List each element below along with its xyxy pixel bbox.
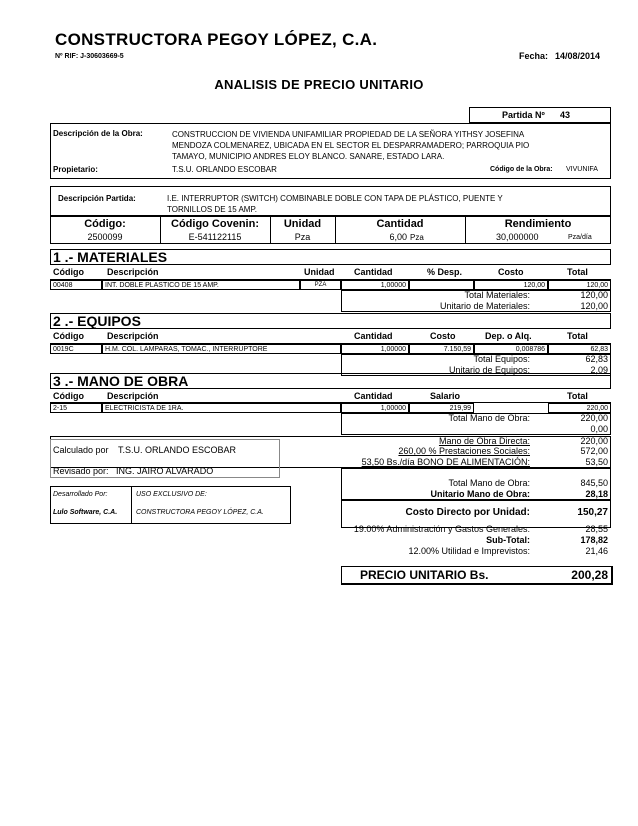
admin-value: 28,55: [585, 524, 608, 534]
company-rif: Nº RIF: J-30603669-5: [55, 53, 124, 60]
obra-desc-line: CONSTRUCCION DE VIVIENDA UNIFAMILIAR PROPIEDAD DE LA SEÑORA YITHSY JOSEFINA: [172, 130, 525, 139]
col-cantidad: Cantidad: [354, 267, 393, 277]
total-materiales-label: Total Materiales:: [464, 290, 530, 300]
total-mano-obra: 220,00: [580, 413, 608, 423]
mano-obra-directa-label: Mano de Obra Directa:: [438, 436, 530, 446]
precio-unitario-value: 200,28: [571, 568, 608, 582]
partida-desc-line: TORNILLOS DE 15 AMP.: [167, 205, 257, 214]
mat-row-unidad: PZA: [300, 280, 341, 290]
mat-row-total: 120,00: [548, 280, 611, 290]
date-value: 14/08/2014: [555, 51, 601, 61]
partida-label: Partida Nº: [502, 110, 545, 120]
total-equipos-label: Total Equipos:: [473, 354, 530, 364]
subtotal-label: Sub-Total:: [486, 535, 530, 545]
mat-row-costo: 120,00: [474, 280, 548, 290]
mo-row-cantidad: 1,00000: [341, 403, 409, 413]
unitario-mano-obra-label: Unitario Mano de Obra:: [430, 489, 530, 499]
total-materiales: 120,00: [580, 290, 608, 300]
precio-unitario-label: PRECIO UNITARIO Bs.: [360, 568, 489, 582]
obra-desc-line: TAMAYO, MUNICIPIO ANDRES ELOY BLANCO. SANARE, ESTADO LARA.: [172, 152, 445, 161]
lulo-software: Lulo Software, C.A.: [53, 509, 118, 516]
desarrollado-label: Desarrollado Por:: [53, 491, 108, 498]
unitario-equipos: 2,09: [590, 365, 608, 375]
partida-desc-line: I.E. INTERRUPTOR (SWITCH) COMBINABLE DOBLE CON TAPA DE PLÁSTICO, PUENTE Y: [167, 194, 503, 203]
codigo-obra-value: VIVUNIFA: [566, 166, 598, 173]
total-mano-obra-2-label: Total Mano de Obra:: [448, 478, 530, 488]
total-mano-obra-2: 845,50: [580, 478, 608, 488]
col-cantidad: Cantidad: [354, 331, 393, 341]
mano-obra-extra: 0,00: [590, 424, 608, 434]
equipos-title: 2 .- EQUIPOS: [53, 313, 141, 329]
codigo-obra-label: Código de la Obra:: [490, 166, 553, 173]
rendimiento-unit: Pza/día: [568, 234, 592, 241]
mo-row-salario: 219,99: [409, 403, 474, 413]
mat-row-cantidad: 1,00000: [341, 280, 409, 290]
costo-directo-label: Costo Directo por Unidad:: [405, 507, 530, 518]
col-costo: Costo: [430, 331, 456, 341]
col-unidad: Unidad: [304, 267, 335, 277]
subtotal-value: 178,82: [580, 535, 608, 545]
col-costo: Costo: [498, 267, 524, 277]
codigo-label: Código:: [84, 218, 126, 230]
page-title: ANALISIS DE PRECIO UNITARIO: [214, 77, 424, 92]
mano-obra-directa: 220,00: [580, 436, 608, 446]
col-total: Total: [567, 331, 588, 341]
partida-desc: [167, 193, 503, 215]
partida-desc-label: Descripción Partida:: [58, 194, 136, 203]
calculado-value: T.S.U. ORLANDO ESCOBAR: [118, 445, 237, 455]
bono-value: 53,50: [585, 457, 608, 467]
covenin-value: E-541122115: [188, 232, 242, 242]
admin-label: 19.00% Administración y Gastos Generales:: [353, 524, 530, 534]
mat-row-codigo: 00408: [50, 280, 102, 290]
propietario-value: T.S.U. ORLANDO ESCOBAR: [172, 165, 277, 174]
cantidad-label: Cantidad: [376, 218, 424, 230]
unidad-label: Unidad: [283, 218, 322, 230]
eq-row-descripcion: H.M. COL. LAMPARAS, TOMAC., INTERRUPTORE: [102, 344, 341, 354]
mo-row-descripcion: ELECTRICISTA DE 1RA.: [102, 403, 341, 413]
mo-row-codigo: 2-15: [50, 403, 102, 413]
col-codigo: Código: [53, 331, 84, 341]
mo-row-total: 220,00: [548, 403, 611, 413]
bono-label: 53,50 Bs./día BONO DE ALIMENTACIÓN:: [361, 457, 530, 467]
date-label: Fecha:: [519, 51, 549, 61]
col-codigo: Código: [53, 267, 84, 277]
prestaciones-value: 572,00: [580, 446, 608, 456]
col-total: Total: [567, 391, 588, 401]
total-mano-obra-label: Total Mano de Obra:: [448, 413, 530, 423]
utilidad-label: 12.00% Utilidad e Imprevistos:: [408, 546, 530, 556]
unidad-value: Pza: [294, 232, 311, 242]
mat-row-descripcion: INT. DOBLE PLASTICO DE 15 AMP.: [102, 280, 300, 290]
empresa-name: CONSTRUCTORA PEGOY LÓPEZ, C.A.: [136, 509, 264, 516]
codigo-value: 2500099: [87, 232, 123, 242]
obra-desc: [172, 129, 529, 162]
uso-label: USO EXCLUSIVO DE:: [136, 491, 207, 498]
propietario-label: Propietario:: [53, 165, 98, 174]
col-descripcion: Descripción: [107, 267, 159, 277]
company-name: CONSTRUCTORA PEGOY LÓPEZ, C.A.: [55, 30, 378, 49]
revisado-label: Revisado por:: [53, 466, 109, 476]
costo-directo: 150,27: [577, 507, 608, 518]
unitario-equipos-label: Unitario de Equipos:: [448, 365, 530, 375]
obra-desc-label: Descripción de la Obra:: [53, 129, 143, 138]
col-descripcion: Descripción: [107, 331, 159, 341]
unitario-mano-obra: 28,18: [585, 489, 608, 499]
unitario-materiales: 120,00: [580, 301, 608, 311]
cantidad-value: 6,00: [389, 232, 407, 242]
col-desp: % Desp.: [427, 267, 463, 277]
prestaciones-label: 260,00 % Prestaciones Sociales:: [398, 446, 530, 456]
col-cantidad: Cantidad: [354, 391, 393, 401]
divider: [131, 486, 132, 524]
mano-obra-title: 3 .- MANO DE OBRA: [53, 373, 189, 389]
col-codigo: Código: [53, 391, 84, 401]
covenin-label: Código Covenin:: [171, 218, 259, 230]
materiales-title: 1 .- MATERIALES: [53, 249, 168, 265]
col-salario: Salario: [430, 391, 461, 401]
eq-row-total: 62,83: [548, 344, 611, 354]
col-dep: Dep. o Alq.: [485, 331, 532, 341]
col-descripcion: Descripción: [107, 391, 159, 401]
eq-row-codigo: 0019C: [50, 344, 102, 354]
total-equipos: 62,83: [585, 354, 608, 364]
eq-row-cantidad: 1,00000: [341, 344, 409, 354]
partida-value: 43: [560, 110, 571, 120]
unitario-materiales-label: Unitario de Materiales:: [439, 301, 530, 311]
rendimiento-value: 30,000000: [496, 232, 539, 242]
utilidad-value: 21,46: [585, 546, 608, 556]
eq-row-costo: 7.150,59: [409, 344, 474, 354]
cantidad-unit: Pza: [410, 233, 424, 242]
obra-desc-line: MENDOZA COLMENAREZ, UBICADA EN EL SECTOR EL DESPARRAMADERO; PARROQUIA PIO: [172, 141, 530, 150]
calculado-label: Calculado por: [53, 445, 109, 455]
eq-row-dep: 0,008786: [474, 344, 548, 354]
mat-row-desp: [409, 280, 474, 290]
rendimiento-label: Rendimiento: [504, 218, 572, 230]
revisado-value: ING. JAIRO ALVARADO: [116, 466, 214, 476]
col-total: Total: [567, 267, 588, 277]
